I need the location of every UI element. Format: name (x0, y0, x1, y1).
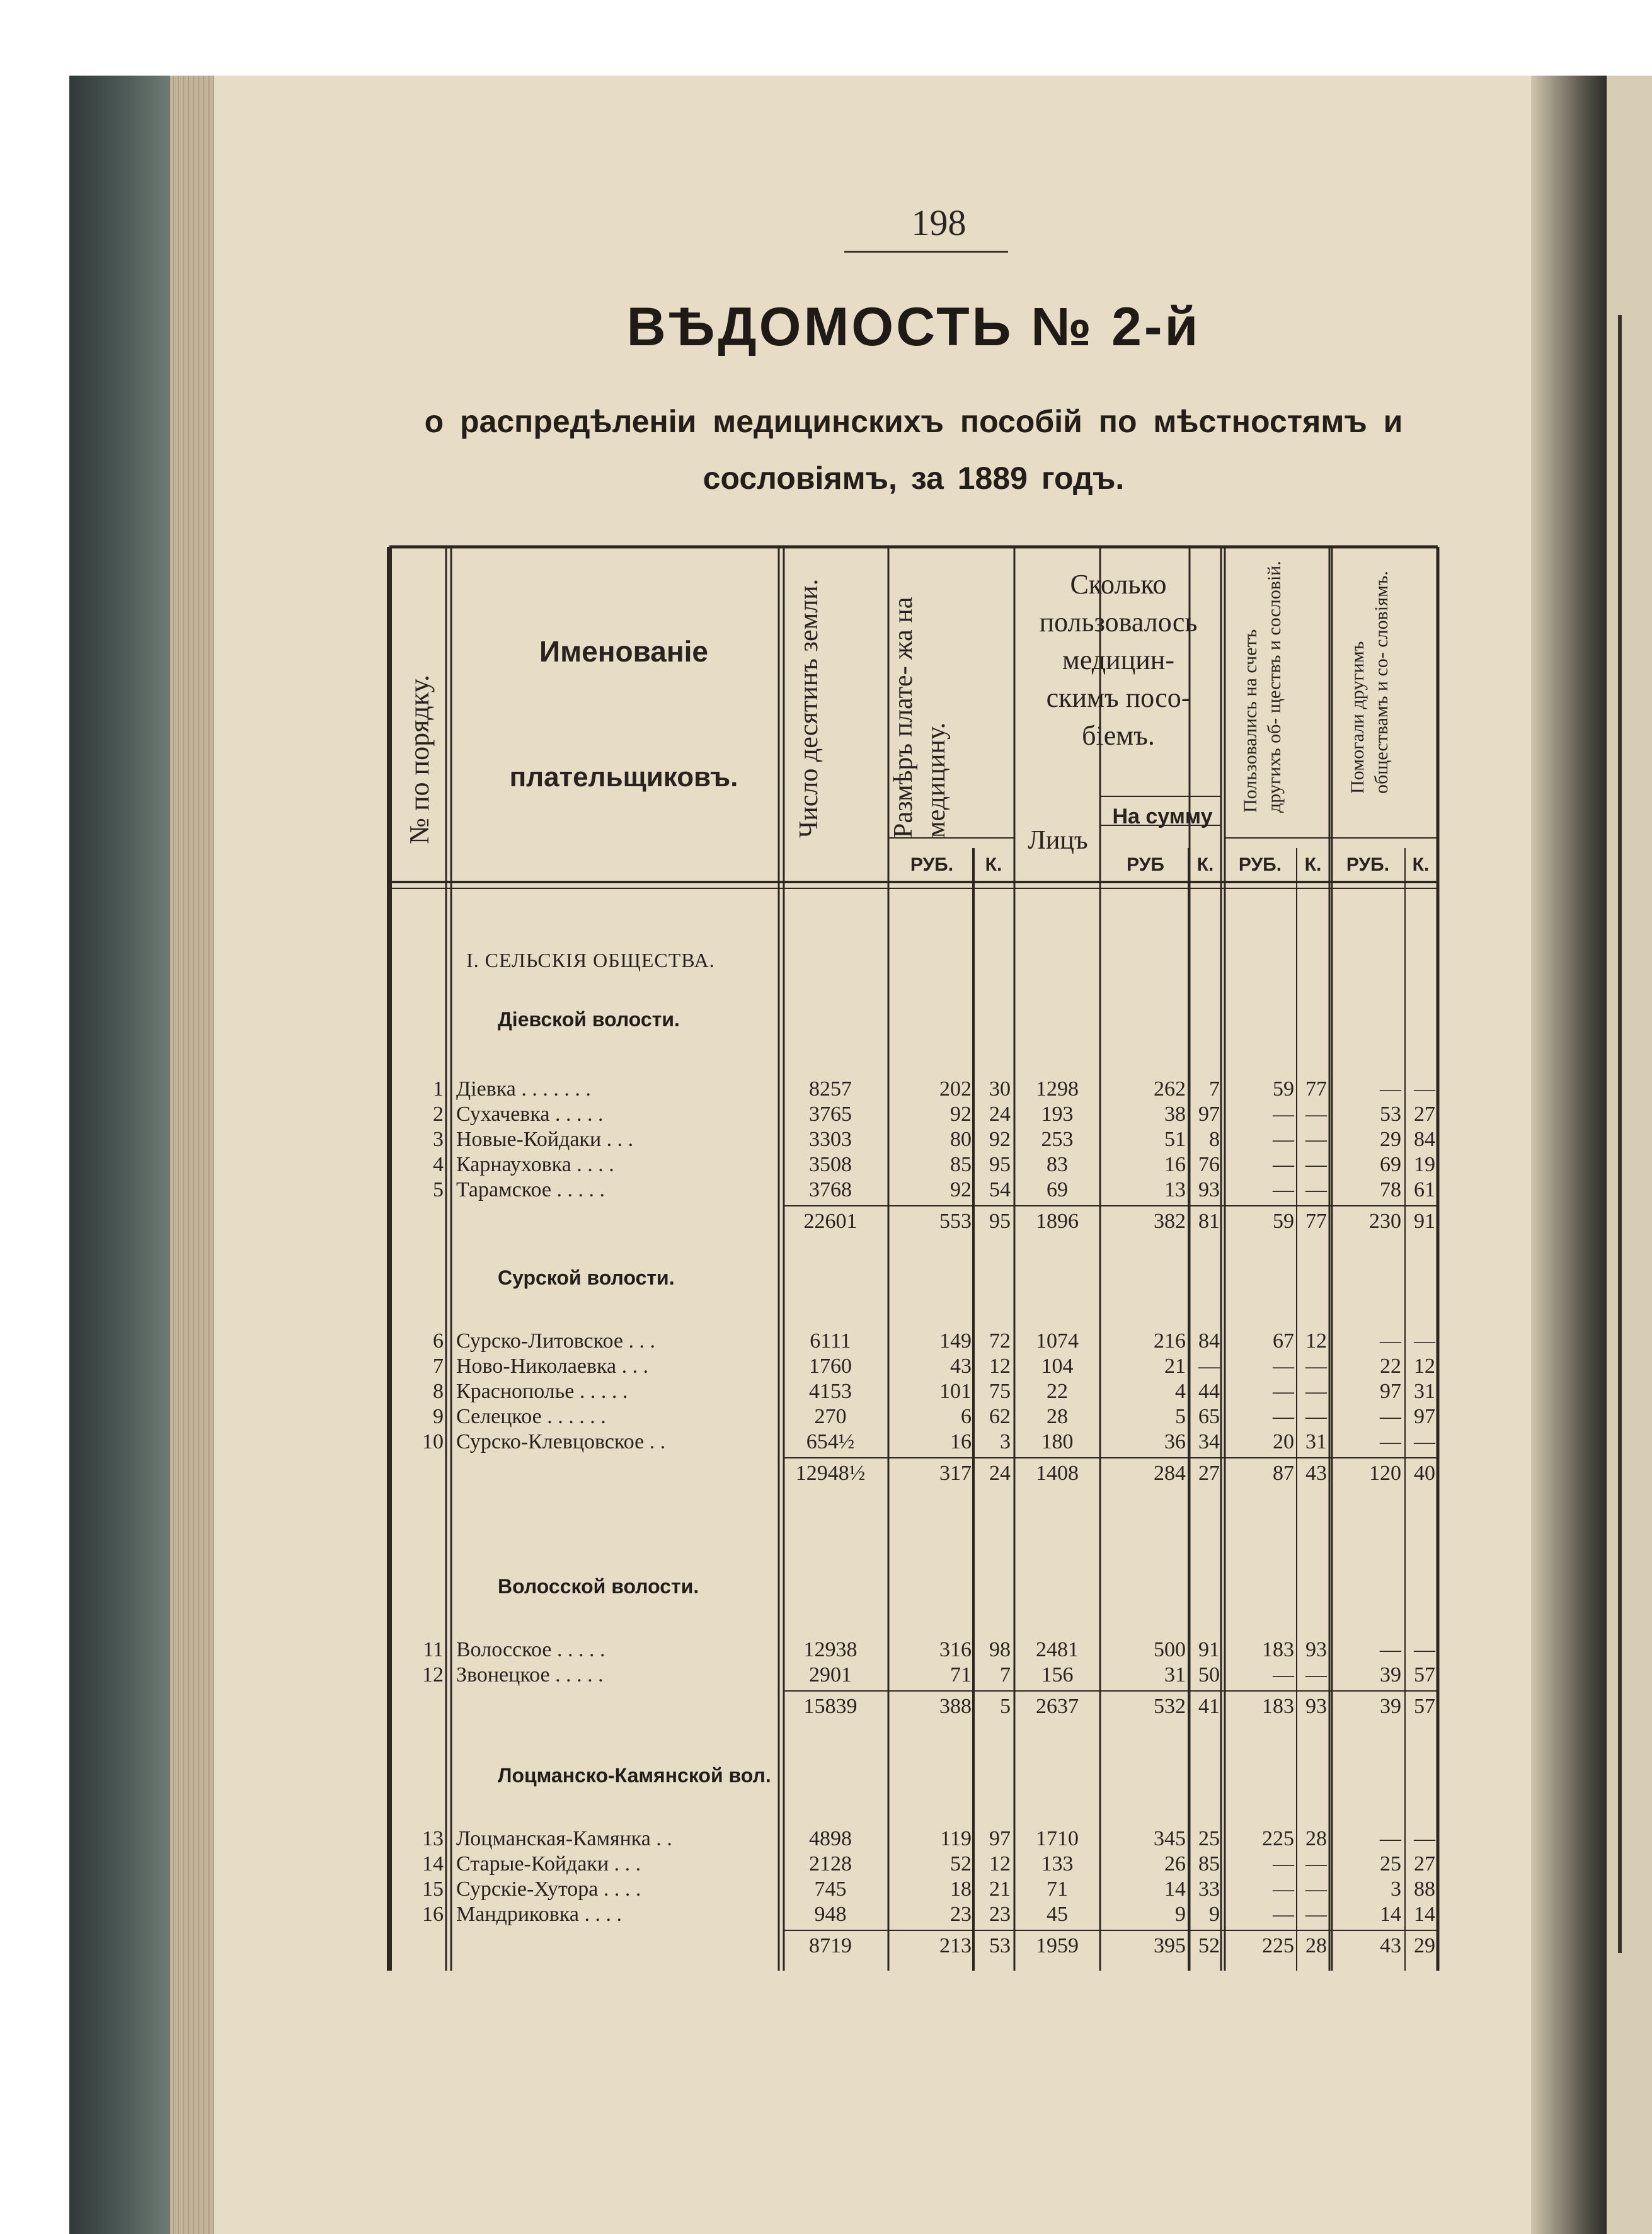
cell-oth-k: — (1305, 1355, 1327, 1378)
row-name: Краснополье . . . . . (456, 1380, 628, 1403)
cell-fee-r: 101 (939, 1380, 972, 1403)
row-number: 14 (422, 1852, 444, 1876)
cell-land: 948 (814, 1903, 847, 1926)
cell-fee-k: 12 (989, 1355, 1011, 1378)
total-sum-r: 395 (1154, 1934, 1186, 1957)
total-sum-k: 81 (1198, 1210, 1220, 1233)
cell-oth-r: 59 (1273, 1077, 1294, 1101)
header-used-line5: біемъ. (1082, 720, 1155, 751)
cell-land: 4153 (809, 1380, 852, 1403)
total-help-k: 57 (1414, 1695, 1435, 1718)
cell-oth-r: 183 (1262, 1638, 1294, 1661)
cell-land: 12938 (803, 1638, 858, 1661)
document-subtitle-line2: сословіямъ, за 1889 годъ. (703, 461, 1125, 496)
cell-help-r: — (1380, 1077, 1401, 1101)
total-fee-r: 388 (939, 1695, 972, 1718)
cell-fee-r: 92 (950, 1178, 972, 1201)
cell-help-k: 61 (1414, 1178, 1435, 1201)
total-sum-r: 284 (1154, 1462, 1186, 1485)
row-name: Лоцманская-Камянка . . (456, 1827, 672, 1850)
header-used-line1: Сколько (1070, 569, 1167, 600)
total-fee-r: 553 (939, 1210, 972, 1233)
cell-help-r: 14 (1380, 1903, 1401, 1926)
row-name: Тарамское . . . . . (456, 1178, 605, 1201)
group-title: Сурской волости. (498, 1266, 675, 1289)
total-fee-k: 53 (989, 1934, 1011, 1957)
cell-land: 1760 (809, 1355, 852, 1378)
cell-sum-r: 38 (1164, 1103, 1186, 1126)
cell-sum-r: 26 (1164, 1852, 1186, 1876)
cell-sum-k: 8 (1209, 1128, 1220, 1151)
group-title: Діевской волости. (498, 1008, 680, 1031)
cell-sum-k: 44 (1198, 1380, 1220, 1403)
cell-land: 3768 (809, 1178, 852, 1201)
cell-help-k: 27 (1414, 1103, 1435, 1126)
cell-oth-k: 93 (1305, 1638, 1327, 1661)
cell-persons: 83 (1047, 1153, 1068, 1176)
cell-fee-r: 6 (961, 1405, 972, 1428)
header-fee: Размѣръ плате- жа на медицину. (889, 597, 951, 838)
cell-land: 3508 (809, 1153, 852, 1176)
cell-fee-k: 72 (989, 1329, 1011, 1353)
total-help-r: 43 (1380, 1934, 1401, 1957)
row-name: Ново-Николаевка . . . (456, 1355, 649, 1378)
cell-oth-k: — (1305, 1153, 1327, 1176)
cell-oth-k: — (1305, 1903, 1327, 1926)
cell-help-k: 57 (1414, 1663, 1435, 1687)
total-persons: 1959 (1036, 1934, 1079, 1957)
cell-fee-r: 23 (950, 1903, 972, 1926)
total-oth-r: 225 (1262, 1934, 1294, 1957)
header-used-line3: медицин- (1062, 644, 1175, 675)
group-title: Лоцманско-Камянской вол. (498, 1764, 771, 1787)
cell-sum-r: 51 (1164, 1128, 1186, 1151)
page-number: 198 (911, 202, 967, 243)
total-persons: 1896 (1036, 1210, 1079, 1233)
cell-land: 4898 (809, 1827, 852, 1850)
header-name-line1: Именованіе (539, 635, 708, 668)
row-name: Сурско-Литовское . . . (456, 1329, 655, 1353)
row-number: 5 (433, 1178, 444, 1201)
document-subtitle-line1: о распредѣленіи медицинскихъ пособій по мѣстностямъ и (424, 404, 1403, 439)
cell-sum-k: 84 (1198, 1329, 1220, 1353)
row-number: 2 (433, 1103, 444, 1126)
cell-help-k: — (1414, 1077, 1435, 1101)
cell-persons: 22 (1047, 1380, 1068, 1403)
cell-fee-r: 43 (950, 1355, 972, 1378)
cell-sum-k: — (1198, 1355, 1220, 1378)
header-sum-kop: К. (1196, 854, 1214, 875)
cell-persons: 69 (1047, 1178, 1068, 1201)
row-name: Мандриковка . . . . (456, 1903, 622, 1926)
header-other-kop: К. (1304, 854, 1322, 875)
cell-sum-r: 500 (1154, 1638, 1186, 1661)
cell-help-r: 69 (1380, 1153, 1401, 1176)
cell-oth-k: 12 (1305, 1329, 1327, 1353)
cell-sum-r: 9 (1175, 1903, 1186, 1926)
row-number: 11 (423, 1638, 444, 1661)
header-helped: Помогали другимъ обществамъ и со- словіямъ. (1347, 571, 1392, 794)
cell-fee-k: 7 (1000, 1663, 1011, 1687)
cell-help-r: — (1380, 1638, 1401, 1661)
row-name: Волосское . . . . . (456, 1638, 605, 1661)
cell-help-k: 97 (1414, 1405, 1435, 1428)
cell-help-k: 31 (1414, 1380, 1435, 1403)
cell-sum-k: 97 (1198, 1103, 1220, 1126)
cell-persons: 1298 (1036, 1077, 1079, 1101)
cell-help-k: — (1414, 1329, 1435, 1353)
header-helped-rub: РУБ. (1346, 854, 1390, 875)
cell-help-r: 53 (1380, 1103, 1401, 1126)
total-land: 22601 (803, 1210, 858, 1233)
total-persons: 1408 (1036, 1462, 1079, 1485)
header-other: Пользовались на счетъ другихъ об- ществъ и сословій. (1240, 561, 1285, 813)
header-sum: На сумму (1112, 805, 1213, 828)
cell-oth-r: — (1273, 1178, 1294, 1201)
cell-persons: 253 (1041, 1128, 1074, 1151)
cell-fee-k: 30 (989, 1077, 1011, 1101)
cell-oth-k: — (1305, 1103, 1327, 1126)
header-persons: Лицъ (1028, 826, 1088, 855)
cell-sum-r: 345 (1154, 1827, 1186, 1850)
cell-sum-k: 91 (1198, 1638, 1220, 1661)
total-persons: 2637 (1036, 1695, 1079, 1718)
cell-land: 654½ (806, 1430, 855, 1453)
cell-sum-r: 36 (1164, 1430, 1186, 1453)
cell-help-k: 27 (1414, 1852, 1435, 1876)
cell-oth-r: 67 (1273, 1329, 1294, 1353)
cell-oth-k: — (1305, 1852, 1327, 1876)
total-help-k: 91 (1414, 1210, 1435, 1233)
cell-sum-k: 25 (1198, 1827, 1220, 1850)
header-name-line2: плательщиковъ. (509, 762, 738, 793)
cell-fee-r: 149 (939, 1329, 972, 1353)
row-number: 6 (433, 1329, 444, 1353)
row-number: 7 (433, 1355, 444, 1378)
row-name: Звонецкое . . . . . (456, 1663, 604, 1687)
header-helped-kop: К. (1412, 854, 1430, 875)
cell-help-k: 12 (1414, 1355, 1435, 1378)
cell-help-r: 3 (1391, 1877, 1401, 1901)
cell-help-k: — (1414, 1430, 1435, 1453)
cell-help-r: 97 (1380, 1380, 1401, 1403)
total-oth-r: 59 (1273, 1210, 1294, 1233)
row-name: Сурско-Клевцовское . . (456, 1430, 666, 1453)
cell-oth-r: — (1273, 1128, 1294, 1151)
cell-persons: 193 (1041, 1103, 1074, 1126)
cell-fee-k: 97 (989, 1827, 1011, 1850)
cell-persons: 2481 (1036, 1638, 1079, 1661)
cell-oth-k: — (1305, 1380, 1327, 1403)
cell-help-r: 78 (1380, 1178, 1401, 1201)
row-number: 15 (422, 1877, 444, 1901)
row-number: 1 (433, 1077, 444, 1101)
cell-help-r: — (1380, 1430, 1401, 1453)
total-land: 15839 (803, 1695, 858, 1718)
cell-oth-k: 31 (1305, 1430, 1327, 1453)
cell-fee-k: 75 (989, 1380, 1011, 1403)
cell-oth-r: — (1273, 1355, 1294, 1378)
header-fee-rub: РУБ. (910, 854, 954, 875)
cell-help-r: 22 (1380, 1355, 1401, 1378)
cell-oth-k: — (1305, 1877, 1327, 1901)
cell-fee-r: 316 (939, 1638, 972, 1661)
cell-oth-k: — (1305, 1128, 1327, 1151)
total-help-r: 230 (1369, 1210, 1401, 1233)
cell-oth-k: — (1305, 1178, 1327, 1201)
row-name: Сухачевка . . . . . (456, 1103, 604, 1126)
cell-fee-k: 54 (989, 1178, 1011, 1201)
row-name: Селецкое . . . . . . (456, 1405, 606, 1428)
cell-sum-k: 65 (1198, 1405, 1220, 1428)
cell-help-r: 39 (1380, 1663, 1401, 1687)
row-number: 8 (433, 1380, 444, 1403)
row-number: 13 (422, 1827, 444, 1850)
row-name: Діевка . . . . . . . (456, 1077, 591, 1101)
cell-land: 8257 (809, 1077, 852, 1101)
cell-fee-r: 18 (950, 1877, 972, 1901)
cell-oth-r: 20 (1273, 1430, 1294, 1453)
row-number: 3 (433, 1128, 444, 1151)
header-number: № по порядку. (404, 674, 435, 844)
cell-help-k: 84 (1414, 1128, 1435, 1151)
row-number: 9 (433, 1405, 444, 1428)
cell-sum-k: 7 (1209, 1077, 1220, 1101)
total-help-k: 40 (1414, 1462, 1435, 1485)
cell-fee-k: 92 (989, 1128, 1011, 1151)
header-fee-kop: К. (985, 854, 1002, 875)
total-oth-k: 77 (1305, 1210, 1327, 1233)
cell-land: 6111 (810, 1329, 851, 1353)
cell-oth-r: — (1273, 1903, 1294, 1926)
total-oth-k: 43 (1305, 1462, 1327, 1485)
cell-sum-k: 76 (1198, 1153, 1220, 1176)
cell-persons: 28 (1047, 1405, 1068, 1428)
section-title: I. СЕЛЬСКІЯ ОБЩЕСТВА. (466, 949, 715, 971)
cell-help-k: 14 (1414, 1903, 1435, 1926)
cell-persons: 104 (1041, 1355, 1074, 1378)
cell-persons: 133 (1041, 1852, 1074, 1876)
cell-help-r: — (1380, 1827, 1401, 1850)
row-number: 12 (422, 1663, 444, 1687)
cell-persons: 180 (1041, 1430, 1074, 1453)
cell-fee-r: 80 (950, 1128, 972, 1151)
total-oth-r: 87 (1273, 1462, 1294, 1485)
row-number: 10 (422, 1430, 444, 1453)
total-fee-k: 24 (989, 1462, 1011, 1485)
cell-land: 3303 (809, 1128, 852, 1151)
total-help-k: 29 (1414, 1934, 1435, 1957)
header-other-rub: РУБ. (1238, 854, 1282, 875)
cell-sum-r: 31 (1164, 1663, 1186, 1687)
cell-oth-k: — (1305, 1663, 1327, 1687)
row-name: Старые-Койдаки . . . (456, 1852, 641, 1876)
cell-fee-r: 92 (950, 1103, 972, 1126)
cell-fee-k: 62 (989, 1405, 1011, 1428)
total-fee-k: 95 (989, 1210, 1011, 1233)
total-sum-k: 52 (1198, 1934, 1220, 1957)
cell-fee-r: 119 (940, 1827, 972, 1850)
cell-sum-k: 9 (1209, 1903, 1220, 1926)
cell-help-r: 25 (1380, 1852, 1401, 1876)
cell-fee-k: 12 (989, 1852, 1011, 1876)
cell-help-r: — (1380, 1329, 1401, 1353)
cell-help-k: 19 (1414, 1153, 1435, 1176)
cell-sum-r: 21 (1164, 1355, 1186, 1378)
total-sum-r: 382 (1154, 1210, 1186, 1233)
cell-sum-r: 216 (1154, 1329, 1186, 1353)
total-sum-k: 41 (1198, 1695, 1220, 1718)
cell-fee-k: 23 (989, 1903, 1011, 1926)
cell-oth-r: — (1273, 1405, 1294, 1428)
cell-help-r: — (1380, 1405, 1401, 1428)
cell-help-k: — (1414, 1638, 1435, 1661)
cell-persons: 156 (1041, 1663, 1074, 1687)
cell-oth-r: 225 (1262, 1827, 1294, 1850)
row-name: Карнауховка . . . . (456, 1153, 614, 1176)
cell-fee-k: 21 (989, 1877, 1011, 1901)
cell-help-k: 88 (1414, 1877, 1435, 1901)
cell-oth-r: — (1273, 1663, 1294, 1687)
cell-sum-r: 4 (1175, 1380, 1186, 1403)
total-oth-k: 93 (1305, 1695, 1327, 1718)
cell-fee-r: 71 (950, 1663, 972, 1687)
cell-fee-k: 24 (989, 1103, 1011, 1126)
group-title: Волосской волости. (498, 1575, 699, 1598)
row-name: Новые-Койдаки . . . (456, 1128, 634, 1151)
cell-oth-k: 77 (1305, 1077, 1327, 1101)
cell-sum-r: 13 (1164, 1178, 1186, 1201)
cell-fee-r: 52 (950, 1852, 972, 1876)
header-sum-rub: РУБ (1127, 854, 1164, 875)
row-name: Сурскіе-Хутора . . . . (456, 1877, 641, 1901)
row-number: 4 (433, 1153, 444, 1176)
cell-fee-r: 16 (950, 1430, 972, 1453)
cell-sum-k: 33 (1198, 1877, 1220, 1901)
cell-oth-r: — (1273, 1103, 1294, 1126)
cell-help-r: 29 (1380, 1128, 1401, 1151)
cell-fee-k: 95 (989, 1153, 1011, 1176)
cell-sum-r: 16 (1164, 1153, 1186, 1176)
cell-land: 2901 (809, 1663, 852, 1687)
header-used-line2: пользовалось (1039, 607, 1198, 638)
cell-fee-k: 3 (1000, 1430, 1011, 1453)
header-used-line4: скимъ посо- (1046, 682, 1191, 713)
cell-sum-r: 14 (1164, 1877, 1186, 1901)
cell-land: 2128 (809, 1852, 852, 1876)
cell-help-k: — (1414, 1827, 1435, 1850)
total-help-r: 120 (1369, 1462, 1401, 1485)
total-land: 8719 (809, 1934, 852, 1957)
cell-persons: 71 (1047, 1877, 1068, 1901)
cell-land: 745 (814, 1877, 847, 1901)
total-land: 12948½ (795, 1462, 866, 1485)
cell-sum-r: 5 (1175, 1405, 1186, 1428)
total-fee-r: 317 (939, 1462, 972, 1485)
cell-sum-k: 93 (1198, 1178, 1220, 1201)
document-title: ВѢДОМОСТЬ № 2-й (626, 297, 1201, 357)
cell-oth-r: — (1273, 1877, 1294, 1901)
total-fee-r: 213 (939, 1934, 972, 1957)
cell-sum-r: 262 (1154, 1077, 1186, 1101)
cell-fee-r: 202 (939, 1077, 972, 1101)
cell-sum-k: 85 (1198, 1852, 1220, 1876)
cell-sum-k: 34 (1198, 1430, 1220, 1453)
total-oth-r: 183 (1262, 1695, 1294, 1718)
cell-oth-r: — (1273, 1380, 1294, 1403)
total-oth-k: 28 (1305, 1934, 1327, 1957)
cell-fee-r: 85 (950, 1153, 972, 1176)
cell-sum-k: 50 (1198, 1663, 1220, 1687)
total-fee-k: 5 (1000, 1695, 1011, 1718)
row-number: 16 (422, 1903, 444, 1926)
header-land: Число десятинъ земли. (794, 578, 823, 838)
cell-persons: 1074 (1036, 1329, 1079, 1353)
cell-oth-k: — (1305, 1405, 1327, 1428)
cell-persons: 45 (1047, 1903, 1068, 1926)
cell-oth-r: — (1273, 1153, 1294, 1176)
cell-land: 270 (814, 1405, 847, 1428)
total-help-r: 39 (1380, 1695, 1401, 1718)
total-sum-r: 532 (1154, 1695, 1186, 1718)
cell-land: 3765 (809, 1103, 852, 1126)
total-sum-k: 27 (1198, 1462, 1220, 1485)
cell-oth-r: — (1273, 1852, 1294, 1876)
cell-oth-k: 28 (1305, 1827, 1327, 1850)
cell-fee-k: 98 (989, 1638, 1011, 1661)
cell-persons: 1710 (1036, 1827, 1079, 1850)
